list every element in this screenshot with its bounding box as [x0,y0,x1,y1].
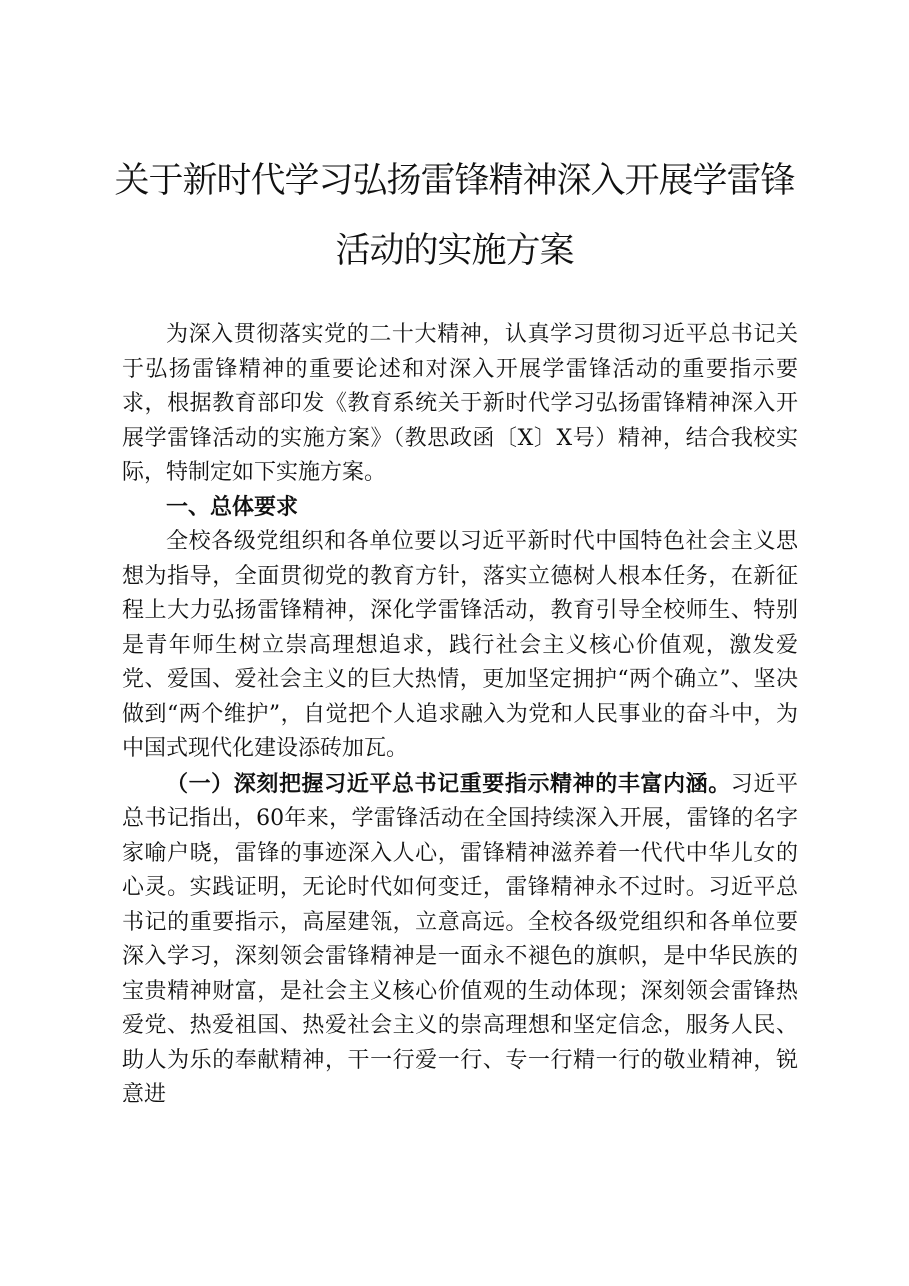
section-heading-overall-requirements: 一、总体要求 [166,494,299,520]
document-body [122,318,798,1113]
subsection-1-heading: （一）深刻把握习近平总书记重要指示精神的丰富内涵。 [166,770,731,797]
intro-paragraph: 为深入贯彻落实党的二十大精神，认真学习贯彻习近平总书记关于弘扬雷锋精神的重要论述和对深入开展学雷锋活动的重要指示要求，根据教育部印发《教育系统关于新时代学习弘扬雷锋精神深入开展学雷锋活动的实施方案》（教思政函〔X〕X号）精神，结合我校实际，特制定如下实施方案。 [122,322,798,485]
subsection-1-text: 习近平总书记指出，60年来，学雷锋活动在全国持续深入开展，雷锋的名字家喻户晓，雷锋的事迹深入人心，雷锋精神滋养着一代代中华儿女的心灵。实践证明，无论时代如何变迁，雷锋精神永不过时。习近平总书记的重要指示，高屋建瓴，立意高远。全校各级党组织和各单位要深入学习，深刻领会雷锋精神是一面永不褪色的旗帜，是中华民族的宝贵精神财富，是社会主义核心价值观的生动体现；深刻领会雷锋热爱党、热爱祖国、热爱社会主义的崇高理想和坚定信念，服务人民、助人为乐的奉献精神，干一行爱一行、专一行精一行的敬业精神，锐意进 [122,771,798,1107]
section-1-paragraph: 全校各级党组织和各单位要以习近平新时代中国特色社会主义思想为指导，全面贯彻党的教育方针，落实立德树人根本任务，在新征程上大力弘扬雷锋精神，深化学雷锋活动，教育引导全校师生、特别是青年师生树立崇高理想追求，践行社会主义核心价值观，激发爱党、爱国、爱社会主义的巨大热情，更加坚定拥护“两个确立”、坚决做到“两个维护”，自觉把个人追求融入为党和人民事业的奋斗中，为中国式现代化建设添砖加瓦。 [122,529,798,761]
subsection-1-paragraph [122,767,798,1113]
document-title-line-1: 关于新时代学习弘扬雷锋精神深入开展学雷锋 [114,161,795,201]
document-title-line-2: 活动的实施方案 [335,231,574,271]
